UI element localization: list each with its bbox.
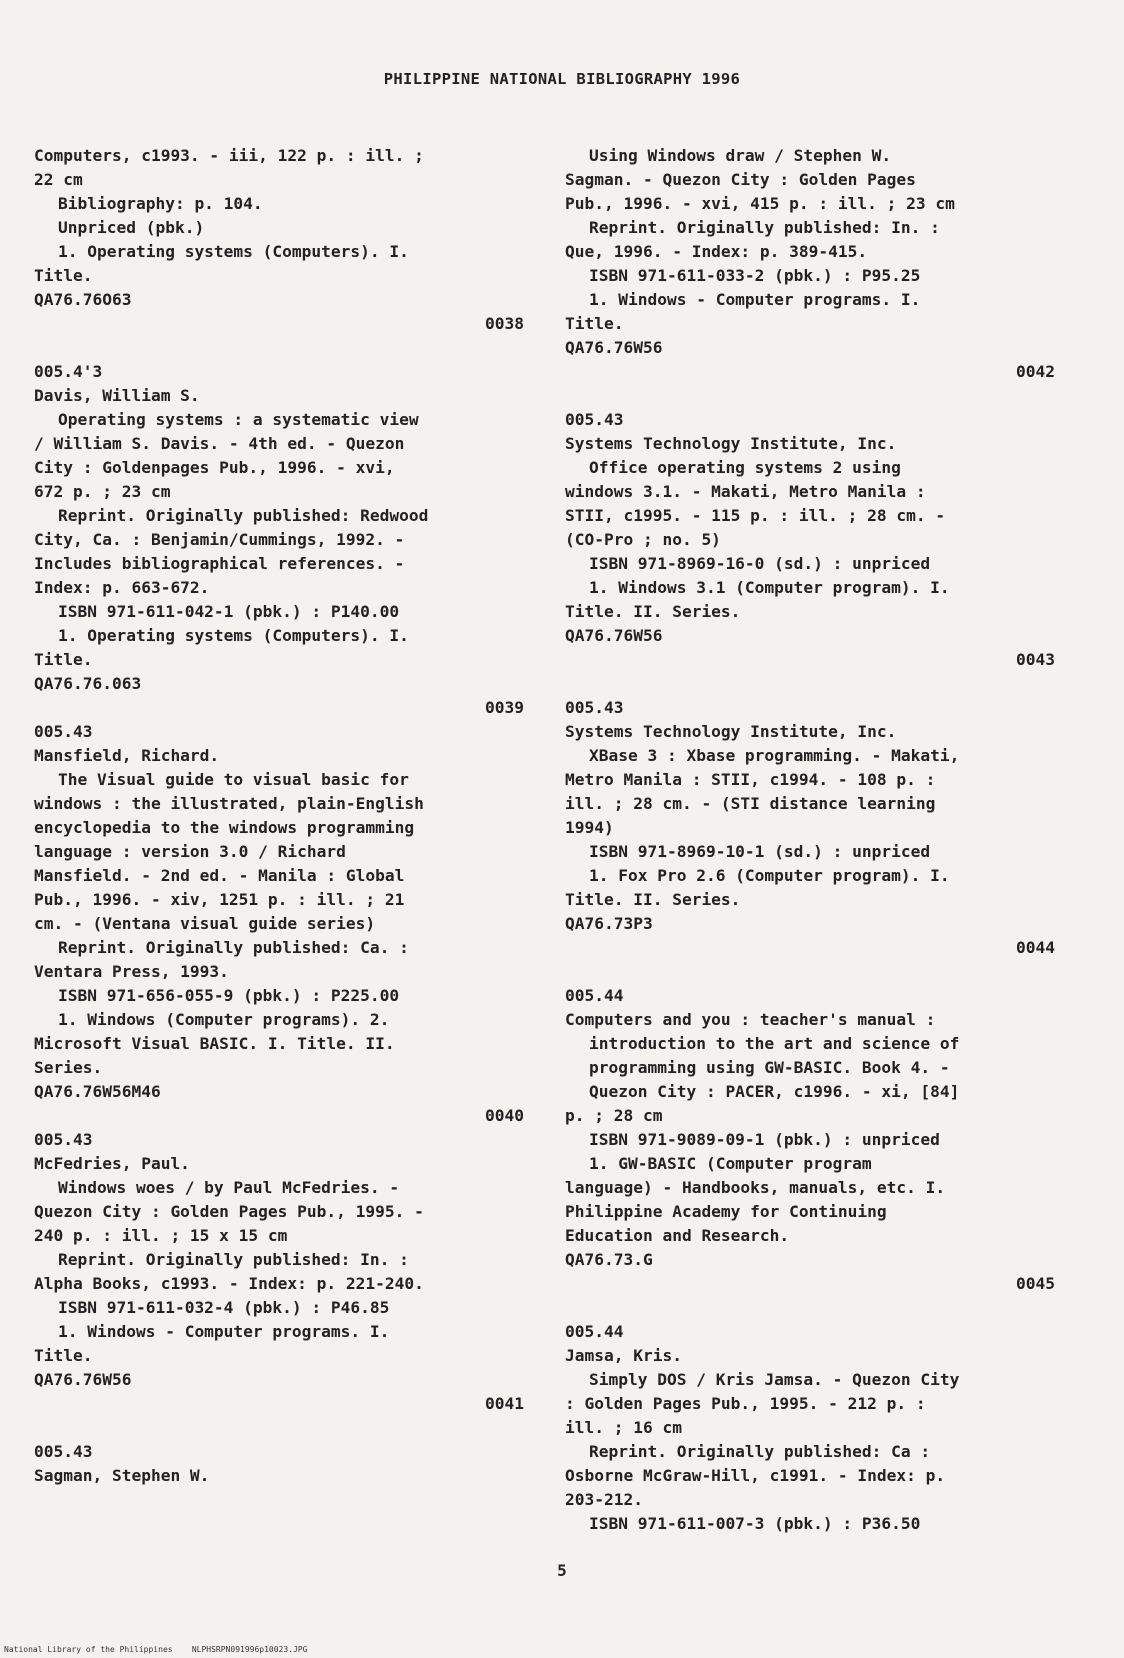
- entry-line: Education and Research.: [565, 1226, 790, 1245]
- footer-source: National Library of the Philippines: [4, 1645, 173, 1654]
- entry-line: 1. Windows (Computer programs). 2.: [58, 1010, 390, 1029]
- entry-line: ISBN 971-611-033-2 (pbk.) : P95.25: [589, 266, 921, 285]
- entry-line: Reprint. Originally published: Ca. :: [58, 938, 409, 957]
- entry-line: ill. ; 28 cm. - (STI distance learning: [565, 794, 936, 813]
- entry-author: Systems Technology Institute, Inc.: [565, 434, 897, 453]
- entry-line: Includes bibliographical references. -: [34, 554, 405, 573]
- entry-line: ISBN 971-611-032-4 (pbk.) : P46.85: [58, 1298, 390, 1317]
- call-number: QA76.73P3: [565, 914, 653, 933]
- call-number: QA76.76O63: [34, 290, 132, 309]
- entry-line: 240 p. : ill. ; 15 x 15 cm: [34, 1226, 288, 1245]
- entry-line: City, Ca. : Benjamin/Cummings, 1992. -: [34, 530, 405, 549]
- entry-number: 0043: [1016, 650, 1055, 669]
- entry-number: 0038: [485, 314, 524, 333]
- entry-line: programming using GW-BASIC. Book 4. -: [589, 1058, 950, 1077]
- entry-line: City : Goldenpages Pub., 1996. - xvi,: [34, 458, 395, 477]
- entry-line: 203-212.: [565, 1490, 643, 1509]
- call-number: QA76.73.G: [565, 1250, 653, 1269]
- entry-line: Sagman. - Quezon City : Golden Pages: [565, 170, 916, 189]
- classification: 005.43: [34, 1130, 93, 1149]
- entry-line: Office operating systems 2 using: [589, 458, 901, 477]
- entry-line: (CO-Pro ; no. 5): [565, 530, 721, 549]
- entry-line: Title.: [34, 650, 93, 669]
- entry-line: Title.: [34, 1346, 93, 1365]
- entry-line: ill. ; 16 cm: [565, 1418, 682, 1437]
- entry-line: 1. GW-BASIC (Computer program: [589, 1154, 872, 1173]
- call-number: QA76.76W56: [565, 338, 663, 357]
- entry-number: 0044: [1016, 938, 1055, 957]
- entry-author: Jamsa, Kris.: [565, 1346, 682, 1365]
- classification: 005.44: [565, 986, 624, 1005]
- entry-line: : Golden Pages Pub., 1995. - 212 p. :: [565, 1394, 926, 1413]
- footer-file: NLPHSRPN091996p10023.JPG: [191, 1645, 308, 1654]
- entry-line: 1. Operating systems (Computers). I.: [58, 242, 409, 261]
- entry-line: p. ; 28 cm: [565, 1106, 663, 1125]
- entry-line: Unpriced (pbk.): [58, 218, 205, 237]
- page-title: PHILIPPINE NATIONAL BIBLIOGRAPHY 1996: [383, 70, 741, 88]
- classification: 005.44: [565, 1322, 624, 1341]
- entry-line: Title. II. Series.: [565, 890, 741, 909]
- call-number: QA76.76.063: [34, 674, 142, 693]
- entry-line: Title. II. Series.: [565, 602, 741, 621]
- entry-line: Computers, c1993. - iii, 122 p. : ill. ;: [34, 146, 424, 165]
- entry-line: ISBN 971-611-042-1 (pbk.) : P140.00: [58, 602, 400, 621]
- entry-line: Windows woes / by Paul McFedries. -: [58, 1178, 400, 1197]
- entry-line: language : version 3.0 / Richard: [34, 842, 346, 861]
- entry-line: ISBN 971-9089-09-1 (pbk.) : unpriced: [589, 1130, 940, 1149]
- entry-line: introduction to the art and science of: [589, 1034, 960, 1053]
- entry-title: Computers and you : teacher's manual :: [565, 1010, 936, 1029]
- entry-author: Sagman, Stephen W.: [34, 1466, 210, 1485]
- entry-line: XBase 3 : Xbase programming. - Makati,: [589, 746, 960, 765]
- entry-line: Osborne McGraw-Hill, c1991. - Index: p.: [565, 1466, 946, 1485]
- entry-line: Pub., 1996. - xvi, 415 p. : ill. ; 23 cm: [565, 194, 955, 213]
- entry-line: encyclopedia to the windows programming: [34, 818, 415, 837]
- entry-line: 672 p. ; 23 cm: [34, 482, 171, 501]
- entry-line: Reprint. Originally published: In. :: [58, 1250, 409, 1269]
- classification: 005.43: [565, 410, 624, 429]
- entry-number: 0039: [485, 698, 524, 717]
- entry-author: Davis, William S.: [34, 386, 200, 405]
- entry-line: Reprint. Originally published: Redwood: [58, 506, 429, 525]
- entry-author: Mansfield, Richard.: [34, 746, 220, 765]
- entry-line: Metro Manila : STII, c1994. - 108 p. :: [565, 770, 936, 789]
- entry-line: 1. Fox Pro 2.6 (Computer program). I.: [589, 866, 950, 885]
- classification: 005.4'3: [34, 362, 103, 381]
- entry-line: ISBN 971-656-055-9 (pbk.) : P225.00: [58, 986, 400, 1005]
- classification: 005.43: [34, 1442, 93, 1461]
- entry-line: Operating systems : a systematic view: [58, 410, 419, 429]
- entry-line: Pub., 1996. - xiv, 1251 p. : ill. ; 21: [34, 890, 405, 909]
- entry-line: Quezon City : Golden Pages Pub., 1995. -: [34, 1202, 424, 1221]
- entry-number: 0041: [485, 1394, 524, 1413]
- footer-caption: [4, 1645, 307, 1654]
- entry-line: ISBN 971-8969-16-0 (sd.) : unpriced: [589, 554, 931, 573]
- entry-line: / William S. Davis. - 4th ed. - Quezon: [34, 434, 405, 453]
- entry-number: 0045: [1016, 1274, 1055, 1293]
- call-number: QA76.76W56: [565, 626, 663, 645]
- call-number: QA76.76W56: [34, 1370, 132, 1389]
- entry-line: Mansfield. - 2nd ed. - Manila : Global: [34, 866, 405, 885]
- entry-line: STII, c1995. - 115 p. : ill. ; 28 cm. -: [565, 506, 946, 525]
- entry-line: Quezon City : PACER, c1996. - xi, [84]: [589, 1082, 960, 1101]
- entry-line: Title.: [34, 266, 93, 285]
- entry-line: ISBN 971-611-007-3 (pbk.) : P36.50: [589, 1514, 921, 1533]
- left-column: [34, 144, 524, 1488]
- page-number: 5: [557, 1561, 567, 1580]
- entry-line: language) - Handbooks, manuals, etc. I.: [565, 1178, 946, 1197]
- entry-line: cm. - (Ventana visual guide series): [34, 914, 376, 933]
- entry-number: 0040: [485, 1106, 524, 1125]
- entry-line: Philippine Academy for Continuing: [565, 1202, 887, 1221]
- entry-line: windows 3.1. - Makati, Metro Manila :: [565, 482, 926, 501]
- entry-line: Microsoft Visual BASIC. I. Title. II.: [34, 1034, 395, 1053]
- right-column: [565, 144, 1055, 1536]
- entry-line: Reprint. Originally published: Ca :: [589, 1442, 931, 1461]
- entry-line: Title.: [565, 314, 624, 333]
- entry-line: 1. Windows - Computer programs. I.: [589, 290, 921, 309]
- entry-line: Alpha Books, c1993. - Index: p. 221-240.: [34, 1274, 424, 1293]
- entry-line: Series.: [34, 1058, 103, 1077]
- entry-line: Index: p. 663-672.: [34, 578, 210, 597]
- entry-line: 22 cm: [34, 170, 83, 189]
- entry-line: 1. Windows - Computer programs. I.: [58, 1322, 390, 1341]
- entry-line: Bibliography: p. 104.: [58, 194, 263, 213]
- entry-line: Using Windows draw / Stephen W.: [589, 146, 892, 165]
- classification: 005.43: [565, 698, 624, 717]
- call-number: QA76.76W56M46: [34, 1082, 161, 1101]
- entry-author: McFedries, Paul.: [34, 1154, 190, 1173]
- entry-line: windows : the illustrated, plain-English: [34, 794, 424, 813]
- entry-line: The Visual guide to visual basic for: [58, 770, 409, 789]
- entry-line: ISBN 971-8969-10-1 (sd.) : unpriced: [589, 842, 931, 861]
- entry-number: 0042: [1016, 362, 1055, 381]
- entry-author: Systems Technology Institute, Inc.: [565, 722, 897, 741]
- entry-line: Ventara Press, 1993.: [34, 962, 229, 981]
- entry-line: 1. Windows 3.1 (Computer program). I.: [589, 578, 950, 597]
- entry-line: Reprint. Originally published: In. :: [589, 218, 940, 237]
- entry-line: Que, 1996. - Index: p. 389-415.: [565, 242, 868, 261]
- entry-line: 1. Operating systems (Computers). I.: [58, 626, 409, 645]
- entry-line: Simply DOS / Kris Jamsa. - Quezon City: [589, 1370, 960, 1389]
- entry-line: 1994): [565, 818, 614, 837]
- classification: 005.43: [34, 722, 93, 741]
